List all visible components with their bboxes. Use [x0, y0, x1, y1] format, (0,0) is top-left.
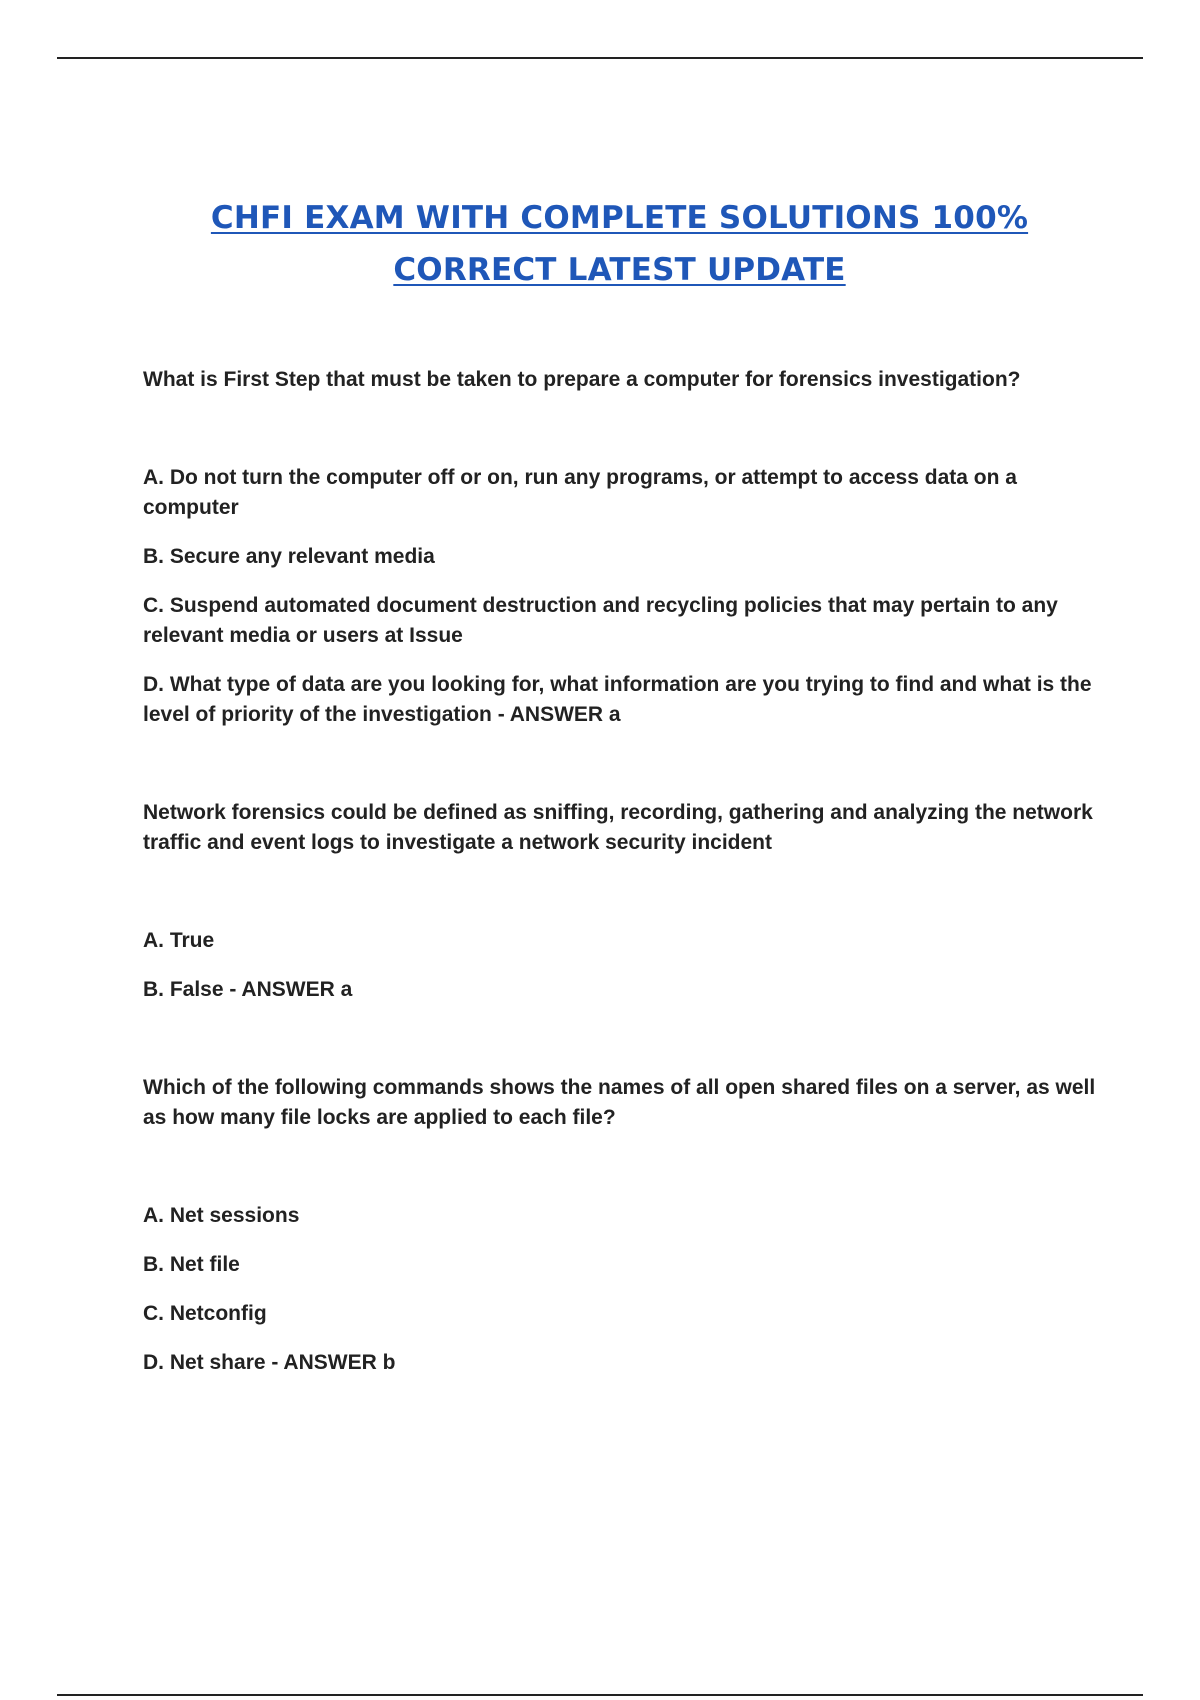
question-block-2 [143, 798, 1103, 1005]
option-a: A. Net sessions [143, 1204, 300, 1227]
document-title [57, 192, 1182, 296]
option-b: B. Net file [143, 1253, 240, 1276]
question-text: What is First Step that must be taken to prepare a computer for forensics investigation? [143, 368, 1021, 391]
option-d: D. Net share - ANSWER b [143, 1351, 396, 1374]
option-d: D. What type of data are you looking for, what information are you trying to find and what is the level of priority of the investigation - ANSWER a [143, 673, 1092, 726]
option-b: B. Secure any relevant media [143, 545, 435, 568]
title-line-1: CHFI EXAM WITH COMPLETE SOLUTIONS 100% [210, 200, 1029, 236]
question-text: Network forensics could be defined as sniffing, recording, gathering and analyzing the network traffic and event logs to investigate a network security incident [143, 801, 1093, 854]
question-block-3 [143, 1073, 1103, 1378]
option-a: A. Do not turn the computer off or on, run any programs, or attempt to access data on a computer [143, 466, 1017, 519]
question-list [143, 365, 1103, 1378]
question-block-1 [143, 365, 1103, 730]
option-c: C. Suspend automated document destruction and recycling policies that may pertain to any relevant media or users at Issue [143, 594, 1058, 647]
bottom-rule [57, 1694, 1143, 1696]
title-line-2: CORRECT LATEST UPDATE [393, 252, 846, 288]
option-b: B. False - ANSWER a [143, 978, 353, 1001]
question-text: Which of the following commands shows the names of all open shared files on a server, as well as how many file locks are applied to each file? [143, 1076, 1096, 1129]
top-rule [57, 57, 1143, 59]
option-c: C. Netconfig [143, 1302, 267, 1325]
option-a: A. True [143, 929, 215, 952]
